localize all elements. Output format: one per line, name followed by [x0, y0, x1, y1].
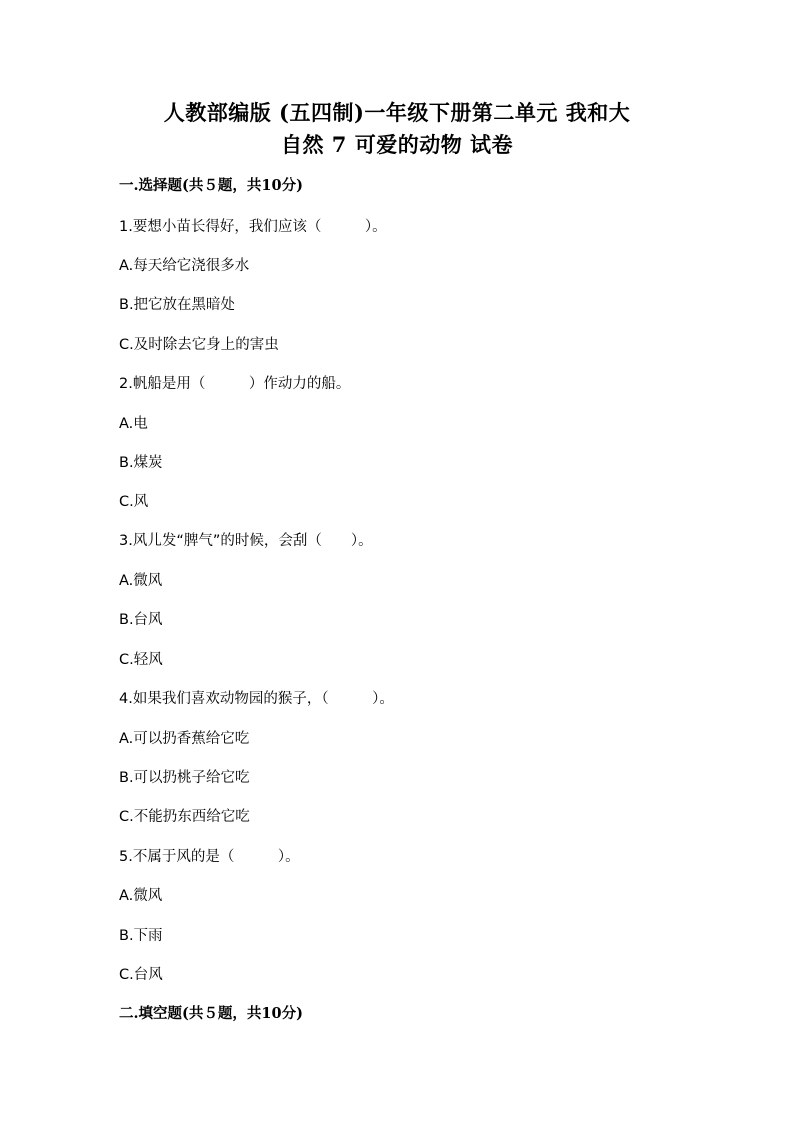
question-2-option-b: B.煤炭 [119, 455, 163, 471]
question-3-option-c: C.轻风 [119, 652, 163, 668]
question-5-option-a: A.微风 [119, 888, 163, 904]
question-4-option-c: C.不能扔东西给它吃 [119, 809, 250, 825]
question-4-option-a: A.可以扔香蕉给它吃 [119, 731, 250, 747]
question-5: 5.不属于风的是（ ）。 [119, 849, 300, 865]
question-1-option-a: A.每天给它浇很多水 [119, 258, 250, 274]
section-heading-fill-in: 二.填空题(共５题，共10分) [119, 1005, 303, 1022]
document-title-line-2: 自然 7 可爱的动物 试卷 [280, 132, 514, 157]
question-3-option-b: B.台风 [119, 612, 163, 628]
question-1: 1.要想小苗长得好，我们应该（ ）。 [119, 219, 387, 235]
question-5-option-c: C.台风 [119, 967, 163, 983]
question-5-option-b: B.下雨 [119, 928, 163, 944]
question-1-option-b: B.把它放在黑暗处 [119, 297, 236, 313]
question-3: 3.风儿发“脾气”的时候，会刮（ ）。 [119, 533, 373, 549]
document-title-line-1: 人教部编版 (五四制)一年级下册第二单元 我和大 [163, 100, 631, 125]
question-2: 2.帆船是用（ ）作动力的船。 [119, 376, 351, 392]
question-3-option-a: A.微风 [119, 573, 163, 589]
question-4: 4.如果我们喜欢动物园的猴子，（ ）。 [119, 691, 394, 707]
question-4-option-b: B.可以扔桃子给它吃 [119, 770, 250, 786]
question-1-option-c: C.及时除去它身上的害虫 [119, 337, 279, 353]
section-heading-choice: 一.选择题(共５题，共10分) [119, 177, 303, 194]
question-2-option-c: C.风 [119, 494, 149, 510]
question-2-option-a: A.电 [119, 416, 148, 432]
